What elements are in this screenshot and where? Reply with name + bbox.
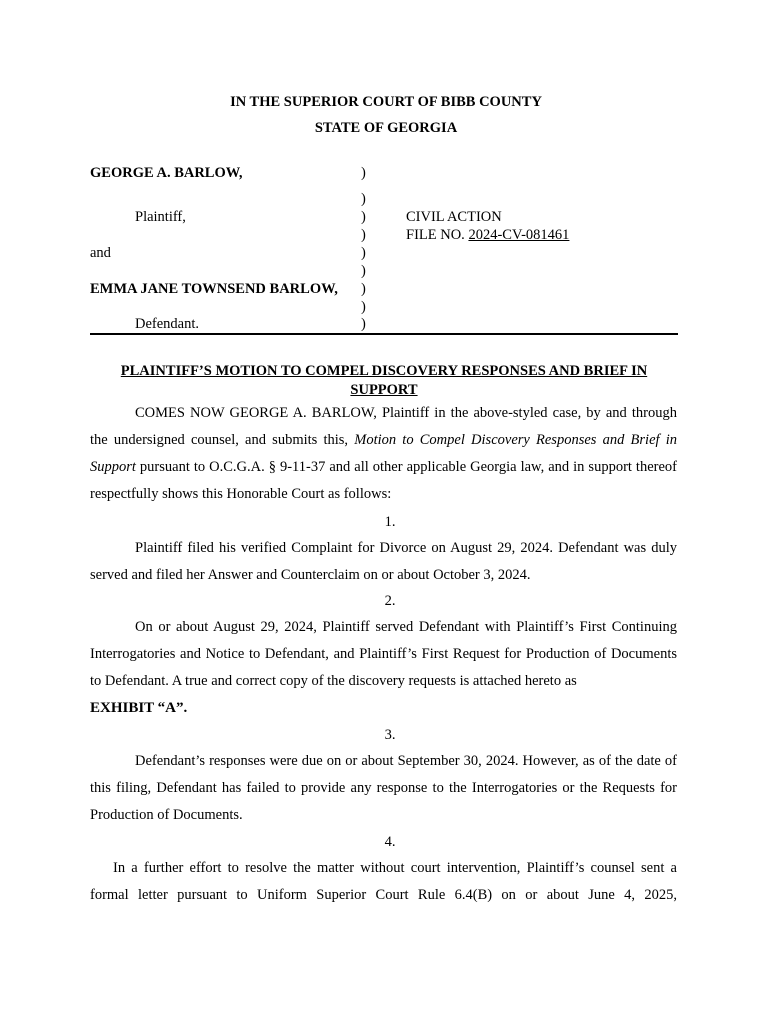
- paragraph-1: [90, 535, 677, 589]
- court-state: STATE OF GEORGIA: [314, 120, 458, 136]
- caption-paren: ): [361, 299, 366, 315]
- paragraph-number: 2.: [384, 593, 396, 609]
- paragraph-3: [90, 748, 677, 829]
- paragraph-2: [90, 614, 677, 695]
- plaintiff-role: Plaintiff,: [135, 209, 186, 225]
- court-name: IN THE SUPERIOR COURT OF BIBB COUNTY: [230, 94, 542, 110]
- paragraph-4: [90, 855, 677, 909]
- civil-action-label: CIVIL ACTION: [406, 209, 502, 225]
- file-number: [406, 227, 569, 244]
- caption-paren: ): [361, 263, 366, 279]
- paragraph-text: On or about August 29, 2024, Plaintiff served Defendant with Plaintiff’s First Continuing Interrogatories and Notice to Defendant, and Plaintiff’s First Request for Production of Documents to Defendant. A true and correct copy of the discovery requests is attached hereto as: [90, 619, 677, 689]
- defendant-role: Defendant.: [135, 316, 200, 332]
- intro-text-1: COMES NOW GEORGE A. BARLOW, Plaintiff in the above-styled case, by and through the undersigned counsel, and submits this,: [90, 405, 677, 448]
- paragraph-number: 1.: [384, 514, 396, 530]
- motion-title: PLAINTIFF’S MOTION TO COMPEL DISCOVERY RESPONSES AND BRIEF IN SUPPORT: [120, 363, 648, 398]
- caption-paren: ): [361, 165, 366, 181]
- caption-paren: ): [361, 191, 366, 207]
- intro-text-2: pursuant to O.C.G.A. § 9-11-37 and all other applicable Georgia law, and in support thereof respectfully shows this Honorable Court as follows:: [90, 459, 677, 502]
- caption-paren: ): [361, 209, 366, 225]
- file-number-value: 2024-CV-081461: [468, 227, 570, 243]
- paragraph-number: 3.: [384, 727, 396, 743]
- caption-paren: ): [361, 281, 366, 297]
- intro-paragraph: [90, 400, 677, 508]
- caption-paren: ): [361, 227, 366, 243]
- defendant-name: EMMA JANE TOWNSEND BARLOW,: [90, 281, 338, 297]
- intro-motion-title: Motion to Compel Discovery Responses and Brief in Support: [90, 432, 677, 475]
- paragraph-number: 4.: [384, 834, 396, 850]
- caption-paren: ): [361, 316, 366, 332]
- paragraph-text: In a further effort to resolve the matter without court intervention, Plaintiff’s counsel sent a formal letter pursuant to Uniform Superior Court Rule 6.4(B) on or about June 4, 2025,: [90, 860, 677, 903]
- caption-paren: ): [361, 245, 366, 261]
- caption-and: and: [90, 245, 111, 261]
- paragraph-text: Defendant’s responses were due on or about September 30, 2024. However, as of the date of this filing, Defendant has failed to provide any response to the Interrogatories or the Requests for Production of Documents.: [90, 753, 677, 823]
- file-number-label: FILE NO.: [406, 227, 469, 243]
- caption-divider: [90, 333, 678, 335]
- plaintiff-name: GEORGE A. BARLOW,: [90, 165, 243, 181]
- exhibit-reference: EXHIBIT “A”.: [90, 700, 188, 716]
- paragraph-text: Plaintiff filed his verified Complaint for Divorce on August 29, 2024. Defendant was duly served and filed her Answer and Counterclaim on or about October 3, 2024.: [90, 540, 677, 583]
